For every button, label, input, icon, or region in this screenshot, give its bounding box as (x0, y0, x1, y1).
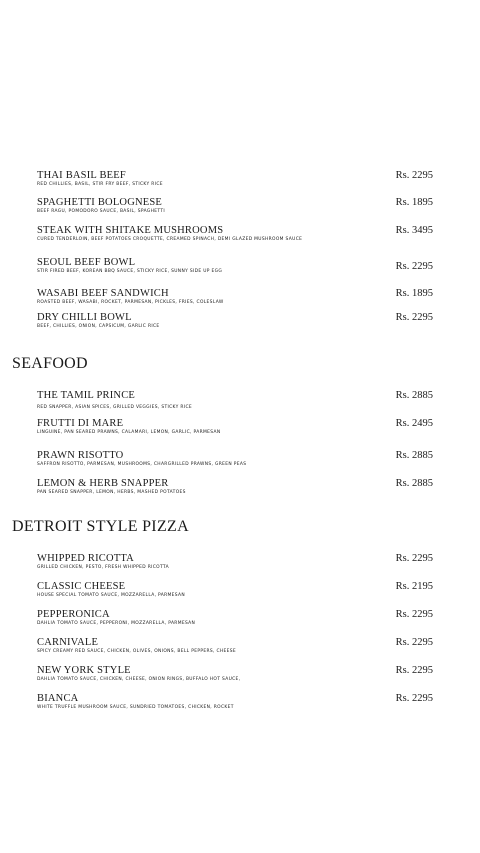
item-price: Rs. 2885 (395, 450, 433, 461)
item-description: ROASTED BEEF, WASABI, ROCKET, PARMESAN, PICKLES, FRIES, COLESLAW (37, 300, 224, 305)
item-name: WASABI BEEF SANDWICH (37, 288, 169, 299)
item-price: Rs. 2885 (395, 478, 433, 489)
item-description: RED SNAPPER, ASIAN SPICES, GRILLED VEGGIES, STICKY RICE (37, 405, 192, 410)
item-price: Rs. 2295 (395, 170, 433, 181)
item-name: PRAWN RISOTTO (37, 450, 124, 461)
item-description: SPICY CREAMY RED SAUCE, CHICKEN, OLIVES, ONIONS, BELL PEPPERS, CHEESE (37, 649, 237, 654)
item-name: PEPPERONICA (37, 609, 110, 620)
item-price: Rs. 3495 (395, 225, 433, 236)
item-price: Rs. 2195 (395, 581, 433, 592)
item-name: BIANCA (37, 693, 79, 704)
item-name: THE TAMIL PRINCE (37, 390, 136, 401)
item-price: Rs. 1895 (395, 197, 433, 208)
item-name: THAI BASIL BEEF (37, 170, 126, 181)
section-title-pizza: DETROIT STYLE PIZZA (12, 518, 189, 535)
item-price: Rs. 1895 (395, 288, 433, 299)
item-description: BEEF, CHILLIES, ONION, CAPSICUM, GARLIC RICE (37, 324, 160, 329)
item-name: WHIPPED RICOTTA (37, 553, 134, 564)
item-description: HOUSE SPECIAL TOMATO SAUCE, MOZZARELLA, PARMESAN (37, 593, 185, 598)
item-price: Rs. 2295 (395, 693, 433, 704)
item-description: DAHLIA TOMATO SAUCE, PEPPERONI, MOZZARELLA, PARMESAN (37, 621, 196, 626)
item-description: STIR FIRED BEEF, KOREAN BBQ SAUCE, STICKY RICE, SUNNY SIDE UP EGG (37, 269, 223, 274)
item-name: STEAK WITH SHITAKE MUSHROOMS (37, 225, 224, 236)
item-description: WHITE TRUFFLE MUSHROOM SAUCE, SUNDRIED TOMATOES, CHICKEN, ROCKET (37, 705, 234, 710)
item-price: Rs. 2295 (395, 261, 433, 272)
item-description: SAFFRON RISOTTO, PARMESAN, MUSHROOMS, CHARGRILLED PRAWNS, GREEN PEAS (37, 462, 247, 467)
item-price: Rs. 2295 (395, 609, 433, 620)
item-description: PAN SEARED SNAPPER, LEMON, HERBS, MASHED POTATOES (37, 490, 186, 495)
item-name: CARNIVALE (37, 637, 99, 648)
item-name: FRUTTI DI MARE (37, 418, 124, 429)
item-name: SEOUL BEEF BOWL (37, 257, 136, 268)
item-description: GRILLED CHICKEN, PESTO, FRESH WHIPPED RICOTTA (37, 565, 169, 570)
item-price: Rs. 2295 (395, 553, 433, 564)
item-name: DRY CHILLI BOWL (37, 312, 132, 323)
item-name: NEW YORK STYLE (37, 665, 131, 676)
item-description: BEEF RAGU, POMODORO SAUCE, BASIL, SPAGHETTI (37, 209, 166, 214)
item-price: Rs. 2295 (395, 312, 433, 323)
item-price: Rs. 2495 (395, 418, 433, 429)
item-price: Rs. 2295 (395, 665, 433, 676)
item-name: SPAGHETTI BOLOGNESE (37, 197, 163, 208)
item-description: DAHLIA TOMATO SAUCE, CHICKEN, CHEESE, ONION RINGS, BUFFALO HOT SAUCE, (37, 677, 241, 682)
item-price: Rs. 2295 (395, 637, 433, 648)
item-name: LEMON & HERB SNAPPER (37, 478, 169, 489)
item-description: LINGUINE, PAN SEARED PRAWNS, CALAMARI, LEMON, GARLIC, PARMESAN (37, 430, 221, 435)
section-title-seafood: SEAFOOD (12, 355, 88, 372)
item-price: Rs. 2885 (395, 390, 433, 401)
item-description: CURED TENDERLOIN, BEEF POTATOES CROQUETTE, CREAMED SPINACH, DEMI GLAZED MUSHROOM SAUCE (37, 237, 303, 242)
item-description: RED CHILLIES, BASIL, STIR FRY BEEF, STICKY RICE (37, 182, 163, 187)
item-name: CLASSIC CHEESE (37, 581, 126, 592)
